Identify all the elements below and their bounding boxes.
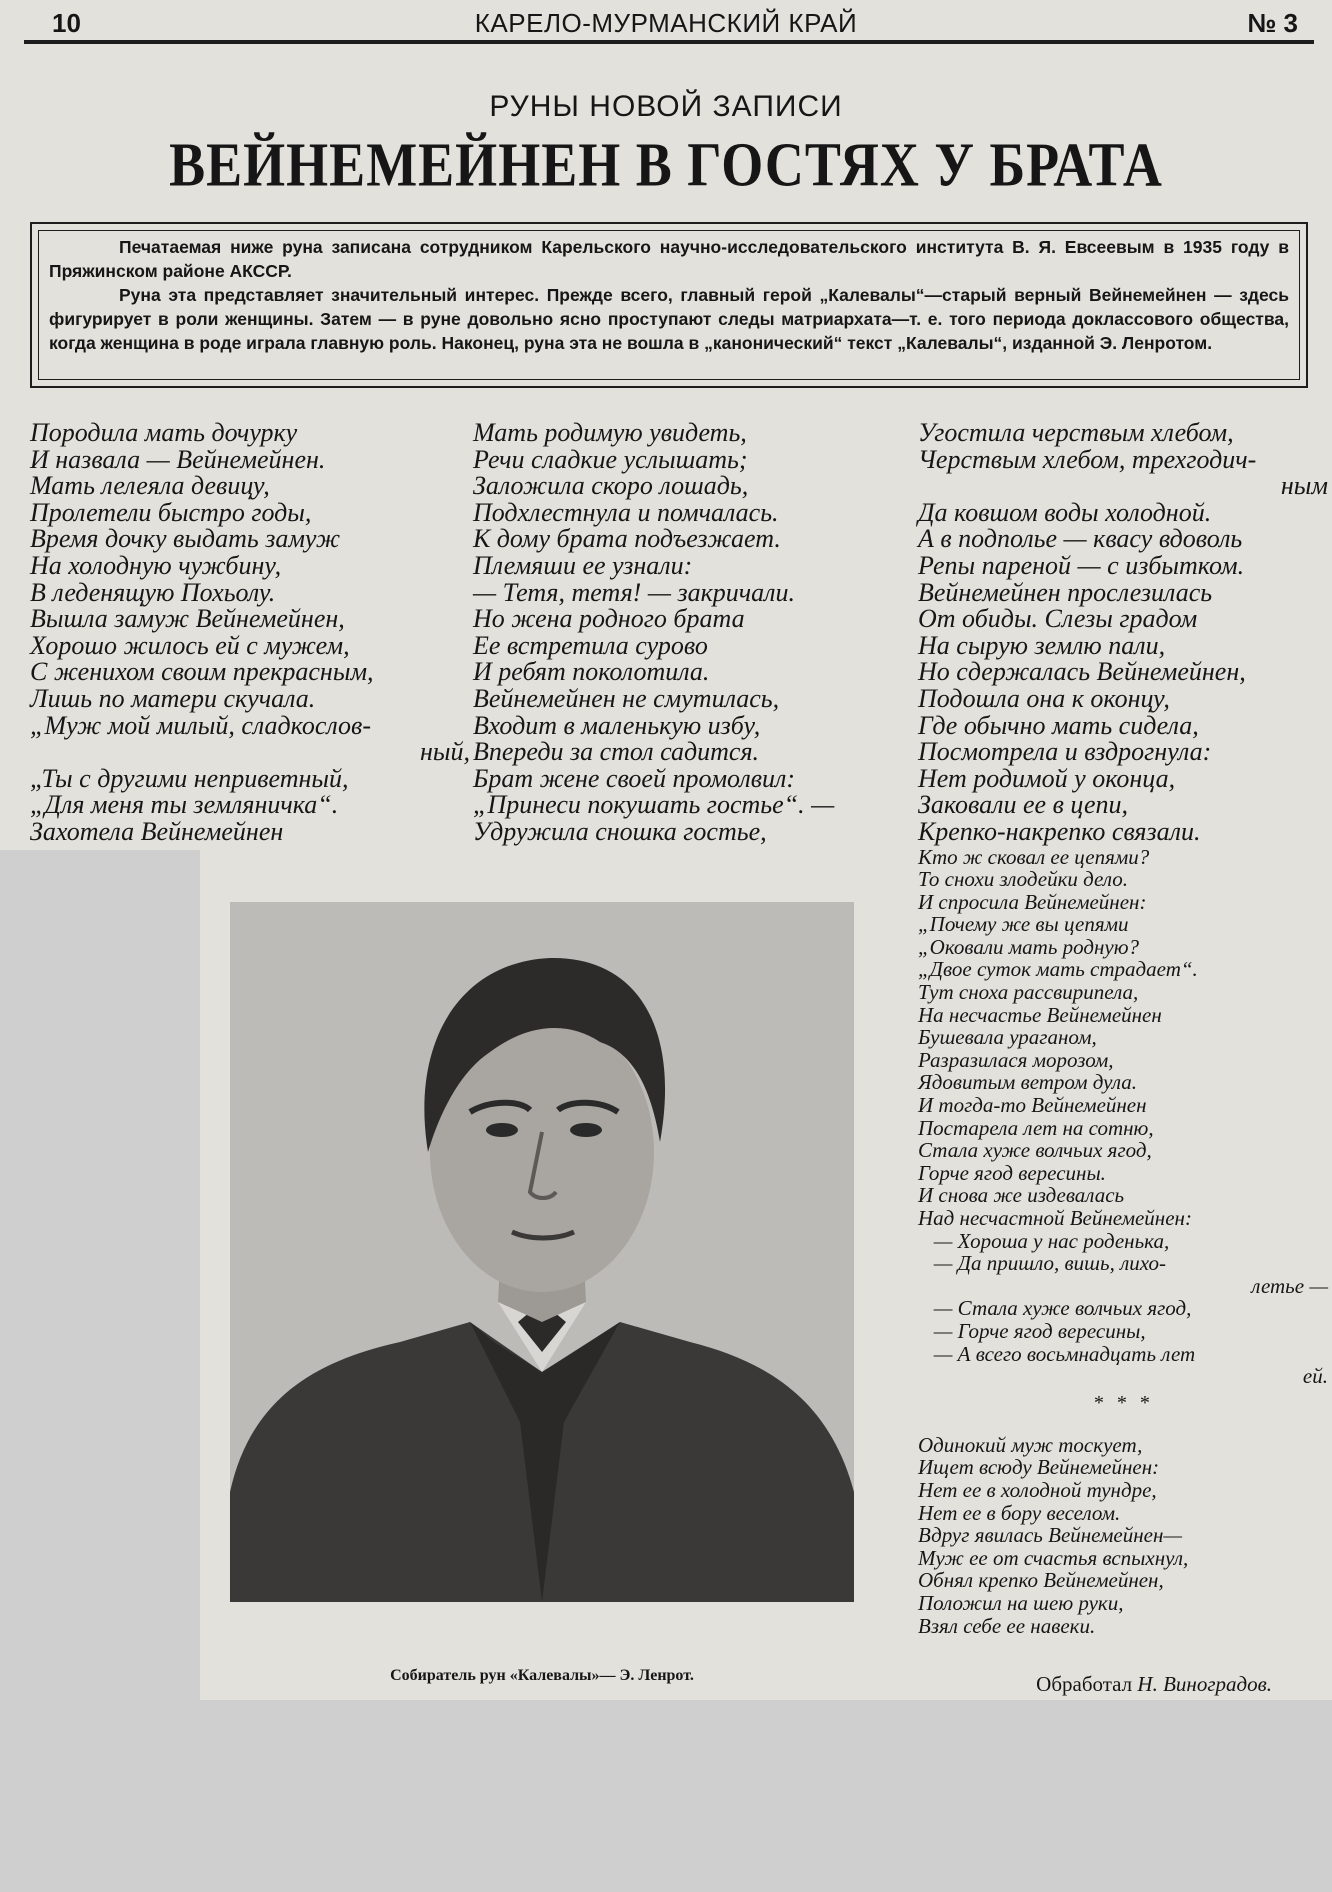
poem-line: „Ты с другими неприветный, <box>30 763 349 793</box>
poem-line: „Оковали мать родную? <box>918 934 1140 959</box>
poem-line: — А всего восьмнадцать лет <box>918 1341 1196 1366</box>
poem-line: То снохи злодейки дело. <box>918 867 1128 892</box>
signature-name: Н. Виноградов. <box>1137 1672 1272 1696</box>
poem-line: Где обычно мать сидела, <box>918 710 1199 740</box>
poem-line: Но сдержалась Вейнемейнен, <box>918 657 1246 687</box>
portrait-caption: Собиратель рун «Калевалы»— Э. Ленрот. <box>390 1667 694 1684</box>
section-separator: * * * <box>1093 1391 1153 1414</box>
poem-line: Над несчастной Вейнемейнен: <box>918 1206 1192 1230</box>
poem-column-3 <box>918 420 1328 1637</box>
poem-line: Обнял крепко Вейнемейнен, <box>918 1568 1164 1593</box>
poem-line: Породила мать дочурку <box>30 418 298 447</box>
signature-prefix: Обработал <box>1036 1672 1133 1696</box>
poem-line: Нет ее в бору веселом. <box>918 1500 1121 1525</box>
poem-line: Входит в маленькую избу, <box>473 710 761 740</box>
poem-line: Взял себе ее навеки. <box>918 1613 1096 1638</box>
poem-line: Удружила сношка гостье, <box>473 816 767 846</box>
portrait-image <box>230 902 854 1602</box>
poem-line: Постарела лет на сотню, <box>918 1115 1154 1140</box>
poem-line: И снова же издевалась <box>918 1183 1125 1208</box>
poem-line: „Двое суток мать страдает“. <box>918 957 1198 982</box>
page-number: 10 <box>52 8 81 38</box>
poem-line: ей. <box>1302 1364 1328 1389</box>
poem-line: Посмотрела и вздрогнула: <box>918 737 1212 767</box>
poem-line: Брат жене своей промолвил: <box>473 763 796 793</box>
magazine-title: КАРЕЛО-МУРМАНСКИЙ КРАЙ <box>474 8 858 38</box>
intro-paragraph: Печатаемая ниже руна записана сотрудником Карельского научно-исследовательского института В. Я. Евсеевым в 1935 году в Пряжинском районе АКССР. <box>49 237 1289 281</box>
poem-column-2 <box>473 420 913 846</box>
poem-line: ный, <box>419 737 470 767</box>
poem-line: ным <box>1280 471 1328 501</box>
poem-column-3-lower <box>918 846 1328 1638</box>
article-title: ВЕЙНЕМЕЙНЕН В ГОСТЯХ У БРАТА <box>169 130 1163 200</box>
poem-line: „Для меня ты земляничка“. <box>30 790 339 820</box>
poem-line: На холодную чужбину, <box>30 550 282 580</box>
poem-line: Подошла она к оконцу, <box>918 683 1170 713</box>
poem-line: И ребят поколотила. <box>473 657 710 687</box>
poem-line: Муж ее от счастья вспыхнул, <box>918 1545 1189 1570</box>
poem-line: — Стала хуже волчьих ягод, <box>918 1296 1192 1321</box>
intro-text <box>38 230 1300 380</box>
poem-line: И тогда-то Вейнемейнен <box>918 1093 1147 1118</box>
poem-line: С женихом своим прекрасным, <box>30 657 374 687</box>
poem-line: Заковали ее в цепи, <box>918 790 1129 820</box>
poem-line: Вышла замуж Вейнемейнен, <box>30 604 345 634</box>
poem-line: Заложила скоро лошадь, <box>473 471 749 501</box>
poem-line: Подхлестнула и помчалась. <box>473 497 779 527</box>
poem-line: Время дочку выдать замуж <box>30 524 341 554</box>
poem-line: На несчастье Вейнемейнен <box>918 1002 1162 1027</box>
poem-line: „Муж мой милый, сладкослов- <box>30 710 371 740</box>
poem-line: летье — <box>1251 1273 1328 1298</box>
header-rule <box>24 40 1314 44</box>
poem-line: А в подполье — квасу вдоволь <box>918 524 1243 554</box>
poem-line: Захотела Вейнемейнен <box>30 816 284 846</box>
intro-box <box>30 222 1308 388</box>
poem-line: Ее встретила сурово <box>473 630 708 660</box>
poem-line: Но жена родного брата <box>473 604 745 634</box>
portrait-illustration <box>230 902 854 1602</box>
signature <box>960 1672 1272 1697</box>
poem-line: Бушевала ураганом, <box>918 1025 1097 1050</box>
poem-line: Хорошо жилось ей с мужем, <box>30 630 350 660</box>
issue-number: № 3 <box>1247 8 1298 38</box>
poem-line: Мать лелеяла девицу, <box>30 471 270 501</box>
poem-line: Репы пареной — с избытком. <box>918 550 1245 580</box>
poem-line: Ядовитым ветром дула. <box>918 1070 1138 1095</box>
poem-line: Впереди за стол садится. <box>473 737 760 767</box>
poem-line: От обиды. Слезы градом <box>918 604 1198 634</box>
poem-line: И спросила Вейнемейнен: <box>918 889 1147 914</box>
poem-line: — Тетя, тетя! — закричали. <box>473 577 795 607</box>
poem-line: Кто ж сковал ее цепями? <box>918 844 1150 869</box>
poem-line: Нет родимой у оконца, <box>918 763 1176 793</box>
poem-line: Нет ее в холодной тундре, <box>918 1477 1157 1502</box>
poem-line: Угостила черствым хлебом, <box>918 418 1234 447</box>
poem-line: „Почему же вы цепями <box>918 912 1129 937</box>
poem-line: — Горче ягод вересины, <box>918 1318 1146 1343</box>
poem-line: Одинокий муж тоскует, <box>918 1432 1143 1457</box>
intro-paragraph: Руна эта представляет значительный интерес. Прежде всего, главный герой „Калевалы“—старый верный Вейнемейнен — здесь фигурирует в роли женщины. Затем — в руне довольно ясно проступают следы матриархата—т. е. того периода доклассового общества, когда женщина в роде играла главную роль. Наконец, руна эта не вошла в „канонический“ текст „Калевалы“, изданной Э. Ленротом. <box>49 285 1289 353</box>
poem-line: Тут сноха рассвирипела, <box>918 980 1139 1005</box>
poem-line: Стала хуже волчьих ягод, <box>918 1138 1152 1163</box>
poem-line: — Хороша у нас роденька, <box>918 1228 1170 1253</box>
poem-line: В леденящую Похьолу. <box>30 577 276 607</box>
poem-line: Вдруг явилась Вейнемейнен— <box>918 1523 1183 1548</box>
poem-line: Вейнемейнен прослезилась <box>918 577 1213 607</box>
poem-line: Ищет всюду Вейнемейнен: <box>918 1455 1160 1480</box>
poem-line: Племяши ее узнали: <box>473 550 693 580</box>
poem-line: На сырую землю пали, <box>918 630 1166 660</box>
poem-line: Пролетели быстро годы, <box>30 497 312 527</box>
poem-column-1 <box>30 420 470 846</box>
poem-line: Положил на шею руки, <box>918 1590 1124 1615</box>
poem-line: И назвала — Вейнемейнен. <box>30 444 326 474</box>
poem-line: Мать родимую увидеть, <box>473 418 747 447</box>
article-kicker: РУНЫ НОВОЙ ЗАПИСИ <box>489 90 843 123</box>
running-head <box>24 8 1308 40</box>
poem-line: Разразилася морозом, <box>918 1047 1114 1072</box>
poem-line: Лишь по матери скучала. <box>30 683 316 713</box>
poem-line: „Принеси покушать гостье“. — <box>473 790 835 820</box>
poem-line: Черствым хлебом, трехгодич- <box>918 444 1257 474</box>
poem-line: К дому брата подъезжает. <box>473 524 781 554</box>
poem-line: Крепко-накрепко связали. <box>918 816 1201 846</box>
poem-line: Вейнемейнен не смутилась, <box>473 683 780 713</box>
poem-line: Да ковшом воды холодной. <box>918 497 1212 527</box>
poem-line: Горче ягод вересины. <box>918 1160 1106 1185</box>
poem-line: — Да пришло, вишь, лихо- <box>918 1251 1167 1276</box>
poem-line: Речи сладкие услышать; <box>473 444 748 474</box>
